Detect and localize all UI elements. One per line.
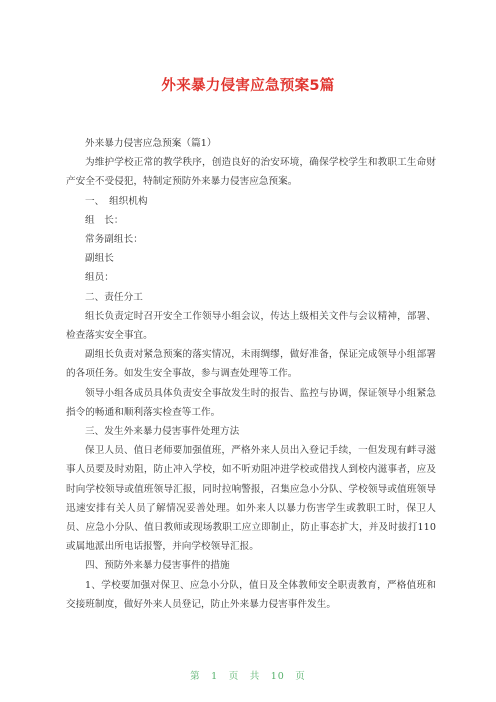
paragraph: 副组长 [85,253,114,265]
section-heading: 三、发生外来暴力侵害事件处理方法 [85,426,240,438]
paragraph: 常务副组长： [85,234,143,246]
paragraph: 保卫人员、值日老师要加强值班，严格外来人员出入登记手续，一但发现有衅寻滋事人员要及时劝阻，防止冲入学校，如不听劝阻冲进学校或借找人到校内滋事者，应及时向学校领导或值班领导汇报，同时拉响警报，召集应急小分队、学校领导或值班领导迅速安排有关人员了解情况妥善处理。如外来人以暴力伤害学生或教职工时，保卫人员、应急小分队、值日教师或现场教职工应立即制止，防止事态扩大，并及时拔打110或属地派出所电话报警，并向学校领导汇报。 [66,445,436,553]
paragraph: 为维护学校正常的教学秩序，创造良好的治安环境，确保学校学生和教职工生命财产安全不受侵犯，特制定预防外来暴力侵害应急预案。 [66,157,436,188]
section-heading: 外来暴力侵害应急预案（篇1） [85,138,217,149]
paragraph: 副组长负责对紧急预案的落实情况，未雨绸缪，做好准备，保证完成领导小组部署的各项任务。如发生安全事故，参与调查处理等工作。 [66,349,436,380]
section-heading: 一、 组织机构 [85,195,148,207]
section-heading: 四、预防外来暴力侵害事件的措施 [85,560,230,572]
paragraph: 领导小组各成员具体负责安全事故发生时的报告、监控与协调，保证领导小组紧急指令的畅通和顺利落实检查等工作。 [66,387,436,418]
page-number-footer: 第 1 页 共 10 页 [190,671,306,682]
paragraph: 组员： [85,272,114,284]
paragraph: 1、学校要加强对保卫、应急小分队，值日及全体教师安全职责教育，严格值班和交接班制度，做好外来人员登记，防止外来暴力侵害事件发生。 [66,579,436,610]
section-heading: 二、责任分工 [85,291,143,303]
document-title: 外来暴力侵害应急预案5篇 [161,78,335,94]
document-body [66,134,436,614]
paragraph: 组 长： [85,214,124,226]
paragraph: 组长负责定时召开安全工作领导小组会议，传达上级相关文件与会议精神，部署、检查落实安全事宜。 [66,310,436,342]
